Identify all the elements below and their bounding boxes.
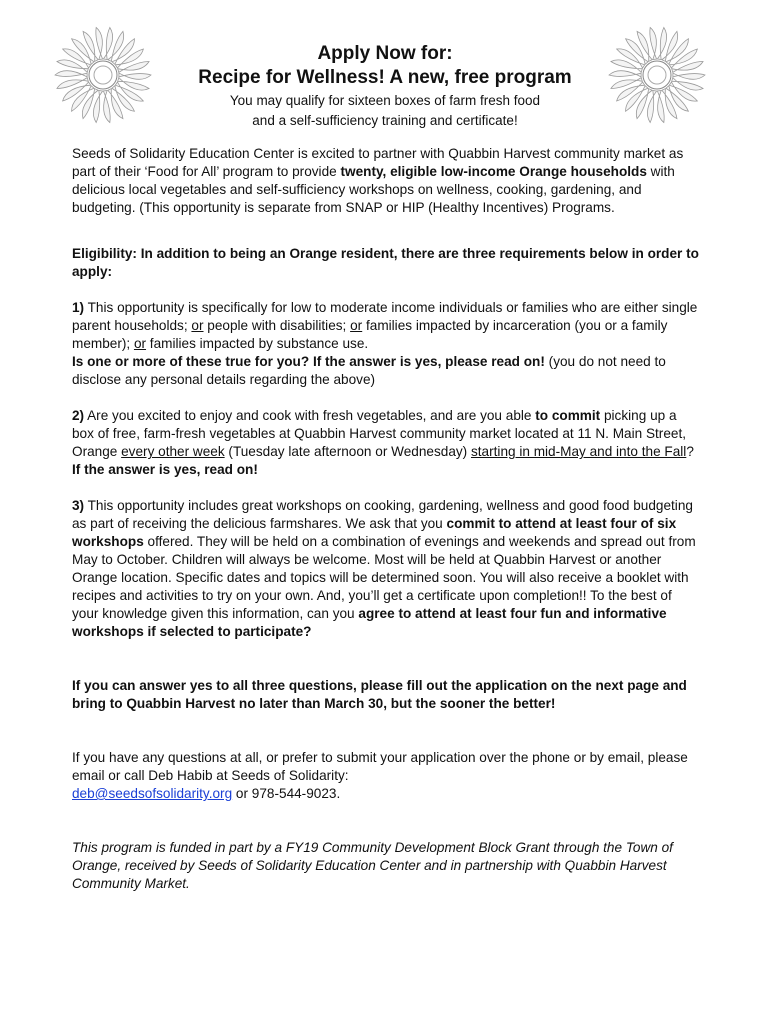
funding-footer: This program is funded in part by a FY19 Community Development Block Grant through the Town of Orange, received by Seeds of Solidarity Education Center and in partnership with Quabbin Harvest Community Market. (72, 840, 673, 891)
sun-ray (673, 73, 705, 79)
document-body (72, 145, 700, 893)
requirement-1: 1) This opportunity is specifically for low to moderate income individuals or families who are either single parent households; or people with disabilities; or families impacted by incarceration (you or a family member); or families impacted by substance use. Is one or more of these true for you? If the answer is yes, please read on! (you do not need to disclose any personal details regarding the above) (72, 300, 698, 387)
subtitle-line-2: and a self-sufficiency training and certificate! (252, 113, 518, 128)
page-title-line-2: Recipe for Wellness! A new, free program (198, 67, 572, 88)
intro-paragraph: Seeds of Solidarity Education Center is excited to partner with Quabbin Harvest community market as part of their ‘Food for All’ program to provide twenty, eligible low-income Orange households with delicious local vegetables and self-sufficiency workshops on wellness, cooking, gardening, and budgeting. (This opportunity is separate from SNAP or HIP (Healthy Incentives) Programs. (72, 146, 684, 215)
sun-ray (119, 73, 151, 79)
sun-ray (650, 27, 657, 59)
page-header (150, 42, 620, 130)
subtitle-line-1: You may qualify for sixteen boxes of farm fresh food (229, 93, 541, 108)
sun-ray (103, 27, 112, 59)
eligibility-heading: Eligibility: In addition to being an Orange resident, there are three requirements below in order to apply: (72, 246, 699, 279)
sun-ray (96, 27, 103, 59)
callout-paragraph: If you can answer yes to all three questions, please fill out the application on the next page and bring to Quabbin Harvest no later than March 30, but the sooner the better! (72, 678, 687, 711)
contact-paragraph: If you have any questions at all, or prefer to submit your application over the phone or by email, please email or call Deb Habib at Seeds of Solidarity: deb@seedsofsolidarity.org or 978-544-9023. (72, 750, 688, 801)
sun-ray (93, 90, 102, 122)
sun-ray (657, 90, 664, 122)
email-link[interactable]: deb@seedsofsolidarity.org (72, 786, 233, 801)
sun-ray (55, 71, 87, 77)
requirement-3: 3) This opportunity includes great workshops on cooking, gardening, wellness and good food budgeting as part of receiving the delicious farmshares. We ask that you commit to attend at least four of six workshops offered. They will be held on a combination of evenings and weekends and spread out from May to October. Children will always be welcome. Most will be held at Quabbin Harvest or another Orange location. Specific dates and topics will be determined soon. You will also receive a booklet with recipes and activities to try on your own. And, you’ll get a certificate upon completion!! To the best of your knowledge given this information, can you agree to attend at least four fun and informative workshops if selected to participate? (72, 498, 696, 639)
sun-logo-icon (48, 20, 158, 130)
sun-ray (657, 27, 666, 59)
sun-ray (103, 90, 110, 122)
sun-ray (647, 90, 656, 122)
requirement-2: 2) Are you excited to enjoy and cook with fresh vegetables, and are you able to commit picking up a box of free, farm-fresh vegetables at Quabbin Harvest community market located at 11 N. Main Street, Orange every other week (Tuesday late afternoon or Wednesday) starting in mid-May and into the Fall? If the answer is yes, read on! (72, 408, 694, 477)
page-title-line-1: Apply Now for: (317, 43, 453, 64)
